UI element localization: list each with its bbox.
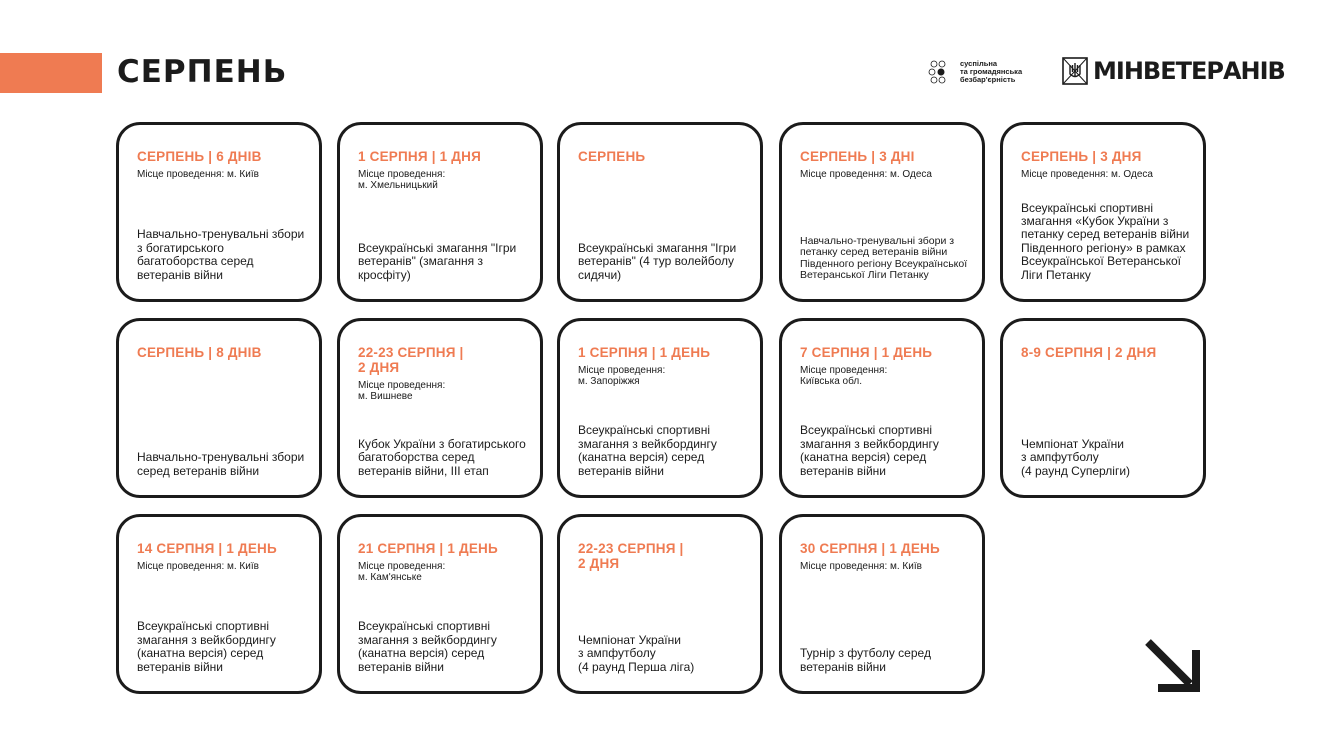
- event-description: Чемпіонат України з ампфутболу (4 раунд Суперліги): [1021, 436, 1131, 478]
- event-description: Всеукраїнські змагання "Ігри ветеранів" (4 тур волейболу сидячи): [578, 240, 737, 282]
- event-date: СЕРПЕНЬ | 8 ДНІВ: [137, 345, 262, 360]
- event-description: Всеукраїнські спортивні змагання з вейкбордингу (канатна версія) серед ветеранів війни: [137, 619, 276, 674]
- event-date: 7 СЕРПНЯ | 1 ДЕНЬ: [800, 345, 933, 360]
- event-description: Кубок України з богатирського багатоборства серед ветеранів війни, III етап: [358, 436, 526, 478]
- event-date: 1 СЕРПНЯ | 1 ДНЯ: [358, 149, 481, 164]
- event-date: 22-23 СЕРПНЯ | 2 ДНЯ: [358, 345, 464, 375]
- event-card: [337, 514, 543, 694]
- event-description: Всеукраїнські спортивні змагання з вейкбордингу (канатна версія) серед ветеранів війни: [578, 423, 717, 478]
- logo-civic-accessibility: [928, 59, 1022, 85]
- event-date: СЕРПЕНЬ | 6 ДНІВ: [137, 149, 262, 164]
- event-description: Навчально-тренувальні збори з петанку серед ветеранів війни Південного регіону Всеукраїнської Ветеранської Ліги Петанку: [800, 234, 968, 282]
- event-description: Навчально-тренувальні збори серед ветеранів війни: [137, 450, 305, 478]
- event-card: [337, 122, 543, 302]
- event-date: СЕРПЕНЬ | 3 ДНІ: [800, 149, 915, 164]
- event-card: [779, 318, 985, 498]
- event-description: Всеукраїнські спортивні змагання з вейкбордингу (канатна версія) серед ветеранів війни: [358, 619, 497, 674]
- event-card: [557, 318, 763, 498]
- event-venue: Місце проведення: м. Хмельницький: [358, 169, 446, 191]
- trident-icon: [1062, 57, 1088, 85]
- logo-ministry: [1062, 57, 1285, 85]
- event-description: Всеукраїнські спортивні змагання «Кубок України з петанку серед ветеранів війни Південного регіону» в рамках Всеукраїнської Ветеранської Ліги Петанку: [1021, 200, 1190, 282]
- event-date: СЕРПЕНЬ | 3 ДНЯ: [1021, 149, 1142, 164]
- event-card: [337, 318, 543, 498]
- event-date: 21 СЕРПНЯ | 1 ДЕНЬ: [358, 541, 498, 556]
- event-venue: Місце проведення: м. Кам'янське: [358, 561, 446, 583]
- logo-line-3: безбар'єрність: [960, 75, 1016, 84]
- event-description: Навчально-тренувальні збори з богатирського багатоборства серед ветеранів війни: [137, 227, 305, 282]
- event-card: [779, 122, 985, 302]
- ministry-name: МІНВЕТЕРАНІВ: [1093, 57, 1285, 85]
- event-date: 8-9 СЕРПНЯ | 2 ДНЯ: [1021, 345, 1157, 360]
- page-title: СЕРПЕНЬ: [117, 54, 288, 90]
- event-card: [1000, 318, 1206, 498]
- event-card: [116, 514, 322, 694]
- event-date: 14 СЕРПНЯ | 1 ДЕНЬ: [137, 541, 277, 556]
- event-venue: Місце проведення: м. Одеса: [800, 169, 932, 180]
- circles-icon: [928, 59, 954, 85]
- event-date: 30 СЕРПНЯ | 1 ДЕНЬ: [800, 541, 940, 556]
- event-card: [116, 122, 322, 302]
- event-description: Всеукраїнські змагання "Ігри ветеранів" (змагання з кросфіту): [358, 240, 517, 282]
- event-card: [1000, 122, 1206, 302]
- event-description: Всеукраїнські спортивні змагання з вейкбордингу (канатна версія) серед ветеранів війни: [800, 423, 939, 478]
- event-card: [779, 514, 985, 694]
- event-description: Турнір з футболу серед ветеранів війни: [800, 646, 931, 674]
- event-date: 1 СЕРПНЯ | 1 ДЕНЬ: [578, 345, 711, 360]
- event-date: СЕРПЕНЬ: [578, 149, 646, 164]
- event-venue: Місце проведення: м. Київ: [137, 561, 259, 572]
- accent-bar: [0, 53, 102, 93]
- event-venue: Місце проведення: Київська обл.: [800, 365, 888, 387]
- event-venue: Місце проведення: м. Одеса: [1021, 169, 1153, 180]
- event-date: 22-23 СЕРПНЯ | 2 ДНЯ: [578, 541, 684, 571]
- logo-line-1: суспільна: [960, 59, 998, 68]
- arrow-down-right-icon: [1140, 638, 1200, 694]
- event-card: [557, 514, 763, 694]
- event-venue: Місце проведення: м. Запоріжжя: [578, 365, 666, 387]
- event-card: [557, 122, 763, 302]
- logo-line-2: та громадянська: [960, 67, 1023, 76]
- event-card: [116, 318, 322, 498]
- event-venue: Місце проведення: м. Київ: [137, 169, 259, 180]
- event-venue: Місце проведення: м. Київ: [800, 561, 922, 572]
- event-venue: Місце проведення: м. Вишневе: [358, 380, 446, 402]
- event-description: Чемпіонат України з ампфутболу (4 раунд Перша ліга): [578, 632, 695, 674]
